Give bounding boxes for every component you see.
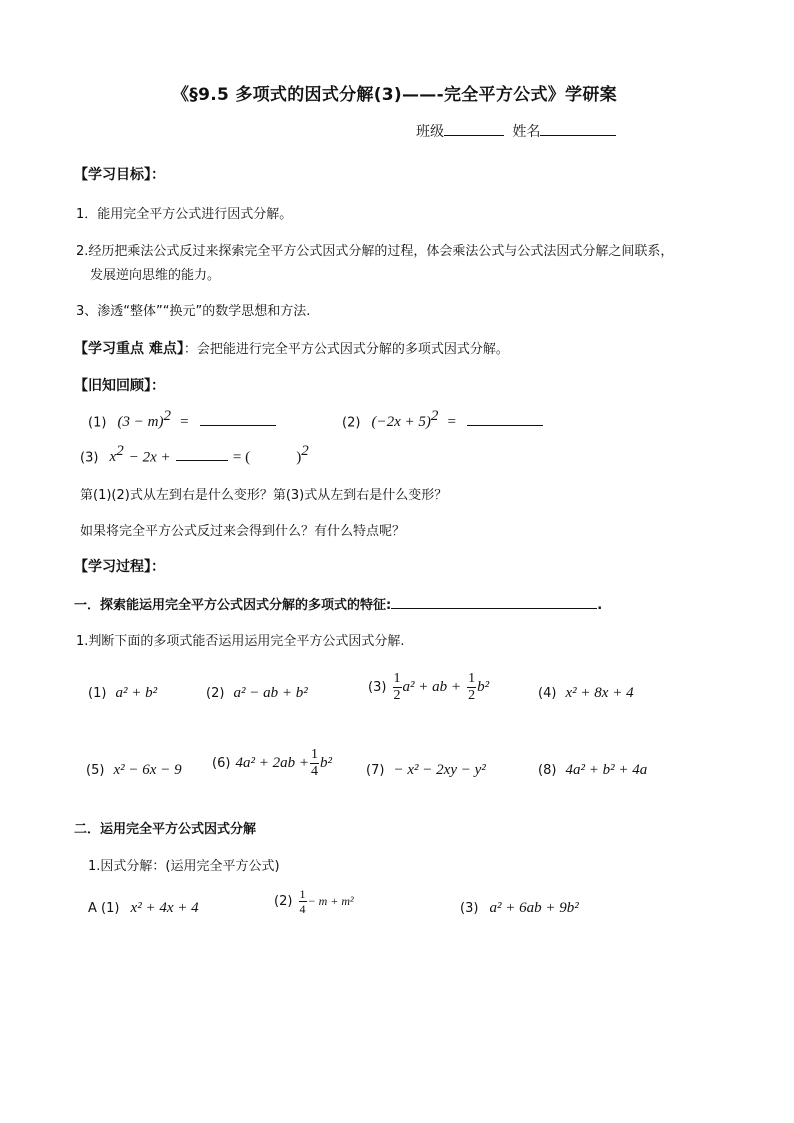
judge-item-5: [86, 759, 182, 779]
review-item-label: (2): [342, 415, 361, 431]
equals-sign: =: [447, 414, 456, 431]
item-expression: x² − 6x − 9: [113, 762, 182, 778]
item-expression: x² + 4x + 4: [130, 900, 199, 916]
fraction: $\frac{1}{4}$: [311, 747, 319, 779]
item-expression: x² + 8x + 4: [565, 685, 634, 701]
close-paren: ): [296, 449, 302, 466]
class-field: [416, 121, 616, 141]
judge-item-3: [368, 672, 489, 703]
judge-instruction: 1.判断下面的多项式能否运用运用完全平方公式因式分解.: [76, 634, 405, 649]
item-label: (3): [460, 901, 479, 916]
item-expression: 4a² + b² + 4a: [565, 762, 648, 778]
focus-heading: 【学习重点 难点】: [74, 341, 184, 357]
item-label: A (1): [88, 901, 120, 916]
item-expression: b²: [320, 755, 333, 771]
review-expression: (3 − m): [117, 414, 164, 431]
review-expression: x: [109, 449, 117, 466]
review-question-2: 如果将完全平方公式反过来会得到什么？有什么特点呢？: [80, 524, 406, 539]
judge-item-2: [206, 682, 308, 702]
item-label: (5): [86, 763, 105, 778]
review-heading: 【旧知回顾】：: [74, 378, 165, 394]
name-label: 姓名: [512, 124, 541, 140]
goal-1: 1．能用完全平方公式进行因式分解。: [76, 207, 293, 222]
focus-line: [74, 338, 509, 358]
review-expression: (−2x + 5): [371, 414, 431, 431]
part1-heading: [74, 594, 602, 613]
goal-2-line1: 2.经历把乘法公式反过来探索完全平方公式因式分解的过程，体会乘法公式与公式法因式分解之间联系，: [76, 244, 674, 259]
part2-heading: 二．运用完全平方公式因式分解: [74, 822, 257, 837]
item-label: (8): [538, 763, 557, 778]
goal-3: 3、渗透“整体”“换元”的数学思想和方法.: [76, 304, 311, 319]
item-label: (3): [368, 680, 387, 695]
item-expression: a² − ab + b²: [233, 685, 308, 701]
part1-heading-text: 一．探索能运用完全平方公式因式分解的多项式的特征:: [74, 598, 392, 613]
part1-period: .: [597, 598, 603, 613]
class-label: 班级: [416, 124, 444, 140]
equals-paren: = (: [232, 449, 251, 466]
factor-item-1: [88, 897, 199, 917]
review-item-3: [80, 443, 309, 466]
fraction: $\frac{1}{2}$: [468, 671, 476, 703]
item-label: (7): [366, 763, 385, 778]
judge-item-1: [88, 682, 157, 702]
exponent: 2: [163, 408, 171, 424]
item-expression: 4a² + 2ab +: [235, 755, 310, 771]
factor-item-2: [274, 888, 354, 915]
review-item-2: [342, 408, 543, 431]
exponent: 2: [116, 443, 124, 459]
item-expression: − m + m²: [307, 894, 354, 908]
review-expression-rest: − 2x +: [128, 449, 171, 466]
fraction: $\frac{1}{2}$: [393, 671, 401, 703]
answer-blank[interactable]: [200, 411, 276, 426]
item-label: (1): [88, 686, 107, 701]
item-expression: a² + ab +: [402, 679, 462, 695]
item-label: (6): [212, 756, 231, 771]
judge-item-8: [538, 759, 647, 779]
item-expression: − x² − 2xy − y²: [393, 762, 486, 778]
item-label: (2): [274, 894, 293, 909]
answer-blank[interactable]: [467, 411, 543, 426]
page-title: 《§9.5 多项式的因式分解(3)——-完全平方公式》学研案: [172, 85, 617, 105]
item-label: (2): [206, 686, 225, 701]
item-expression: a² + 6ab + 9b²: [489, 900, 579, 916]
item-expression: a² + b²: [115, 685, 158, 701]
exponent: 2: [430, 408, 439, 424]
review-question-1: 第(1)(2)式从左到右是什么变形？第(3)式从左到右是什么变形？: [80, 488, 448, 503]
feature-blank[interactable]: [391, 594, 597, 609]
goals-heading: 【学习目标】：: [74, 167, 165, 183]
name-blank[interactable]: [540, 121, 616, 136]
class-blank[interactable]: [444, 121, 504, 136]
review-item-1: [88, 408, 276, 431]
item-label: (4): [538, 686, 557, 701]
fraction: $\frac{1}{4}$: [299, 887, 306, 916]
judge-item-7: [366, 759, 486, 779]
goal-2-line2: 发展逆向思维的能力。: [90, 268, 221, 283]
factor-item-3: [460, 897, 579, 917]
exponent: 2: [301, 443, 309, 459]
focus-text: ：会把能进行完全平方公式因式分解的多项式因式分解。: [183, 342, 509, 357]
equals-sign: =: [180, 414, 189, 431]
review-item-label: (3): [80, 450, 99, 466]
item-expression: b²: [477, 679, 490, 695]
judge-item-6: [212, 748, 332, 779]
answer-blank[interactable]: [176, 446, 228, 461]
process-heading: 【学习过程】：: [74, 559, 165, 575]
review-item-label: (1): [88, 415, 107, 431]
factor-instruction: 1.因式分解：(运用完全平方公式): [88, 859, 280, 874]
judge-item-4: [538, 682, 634, 702]
